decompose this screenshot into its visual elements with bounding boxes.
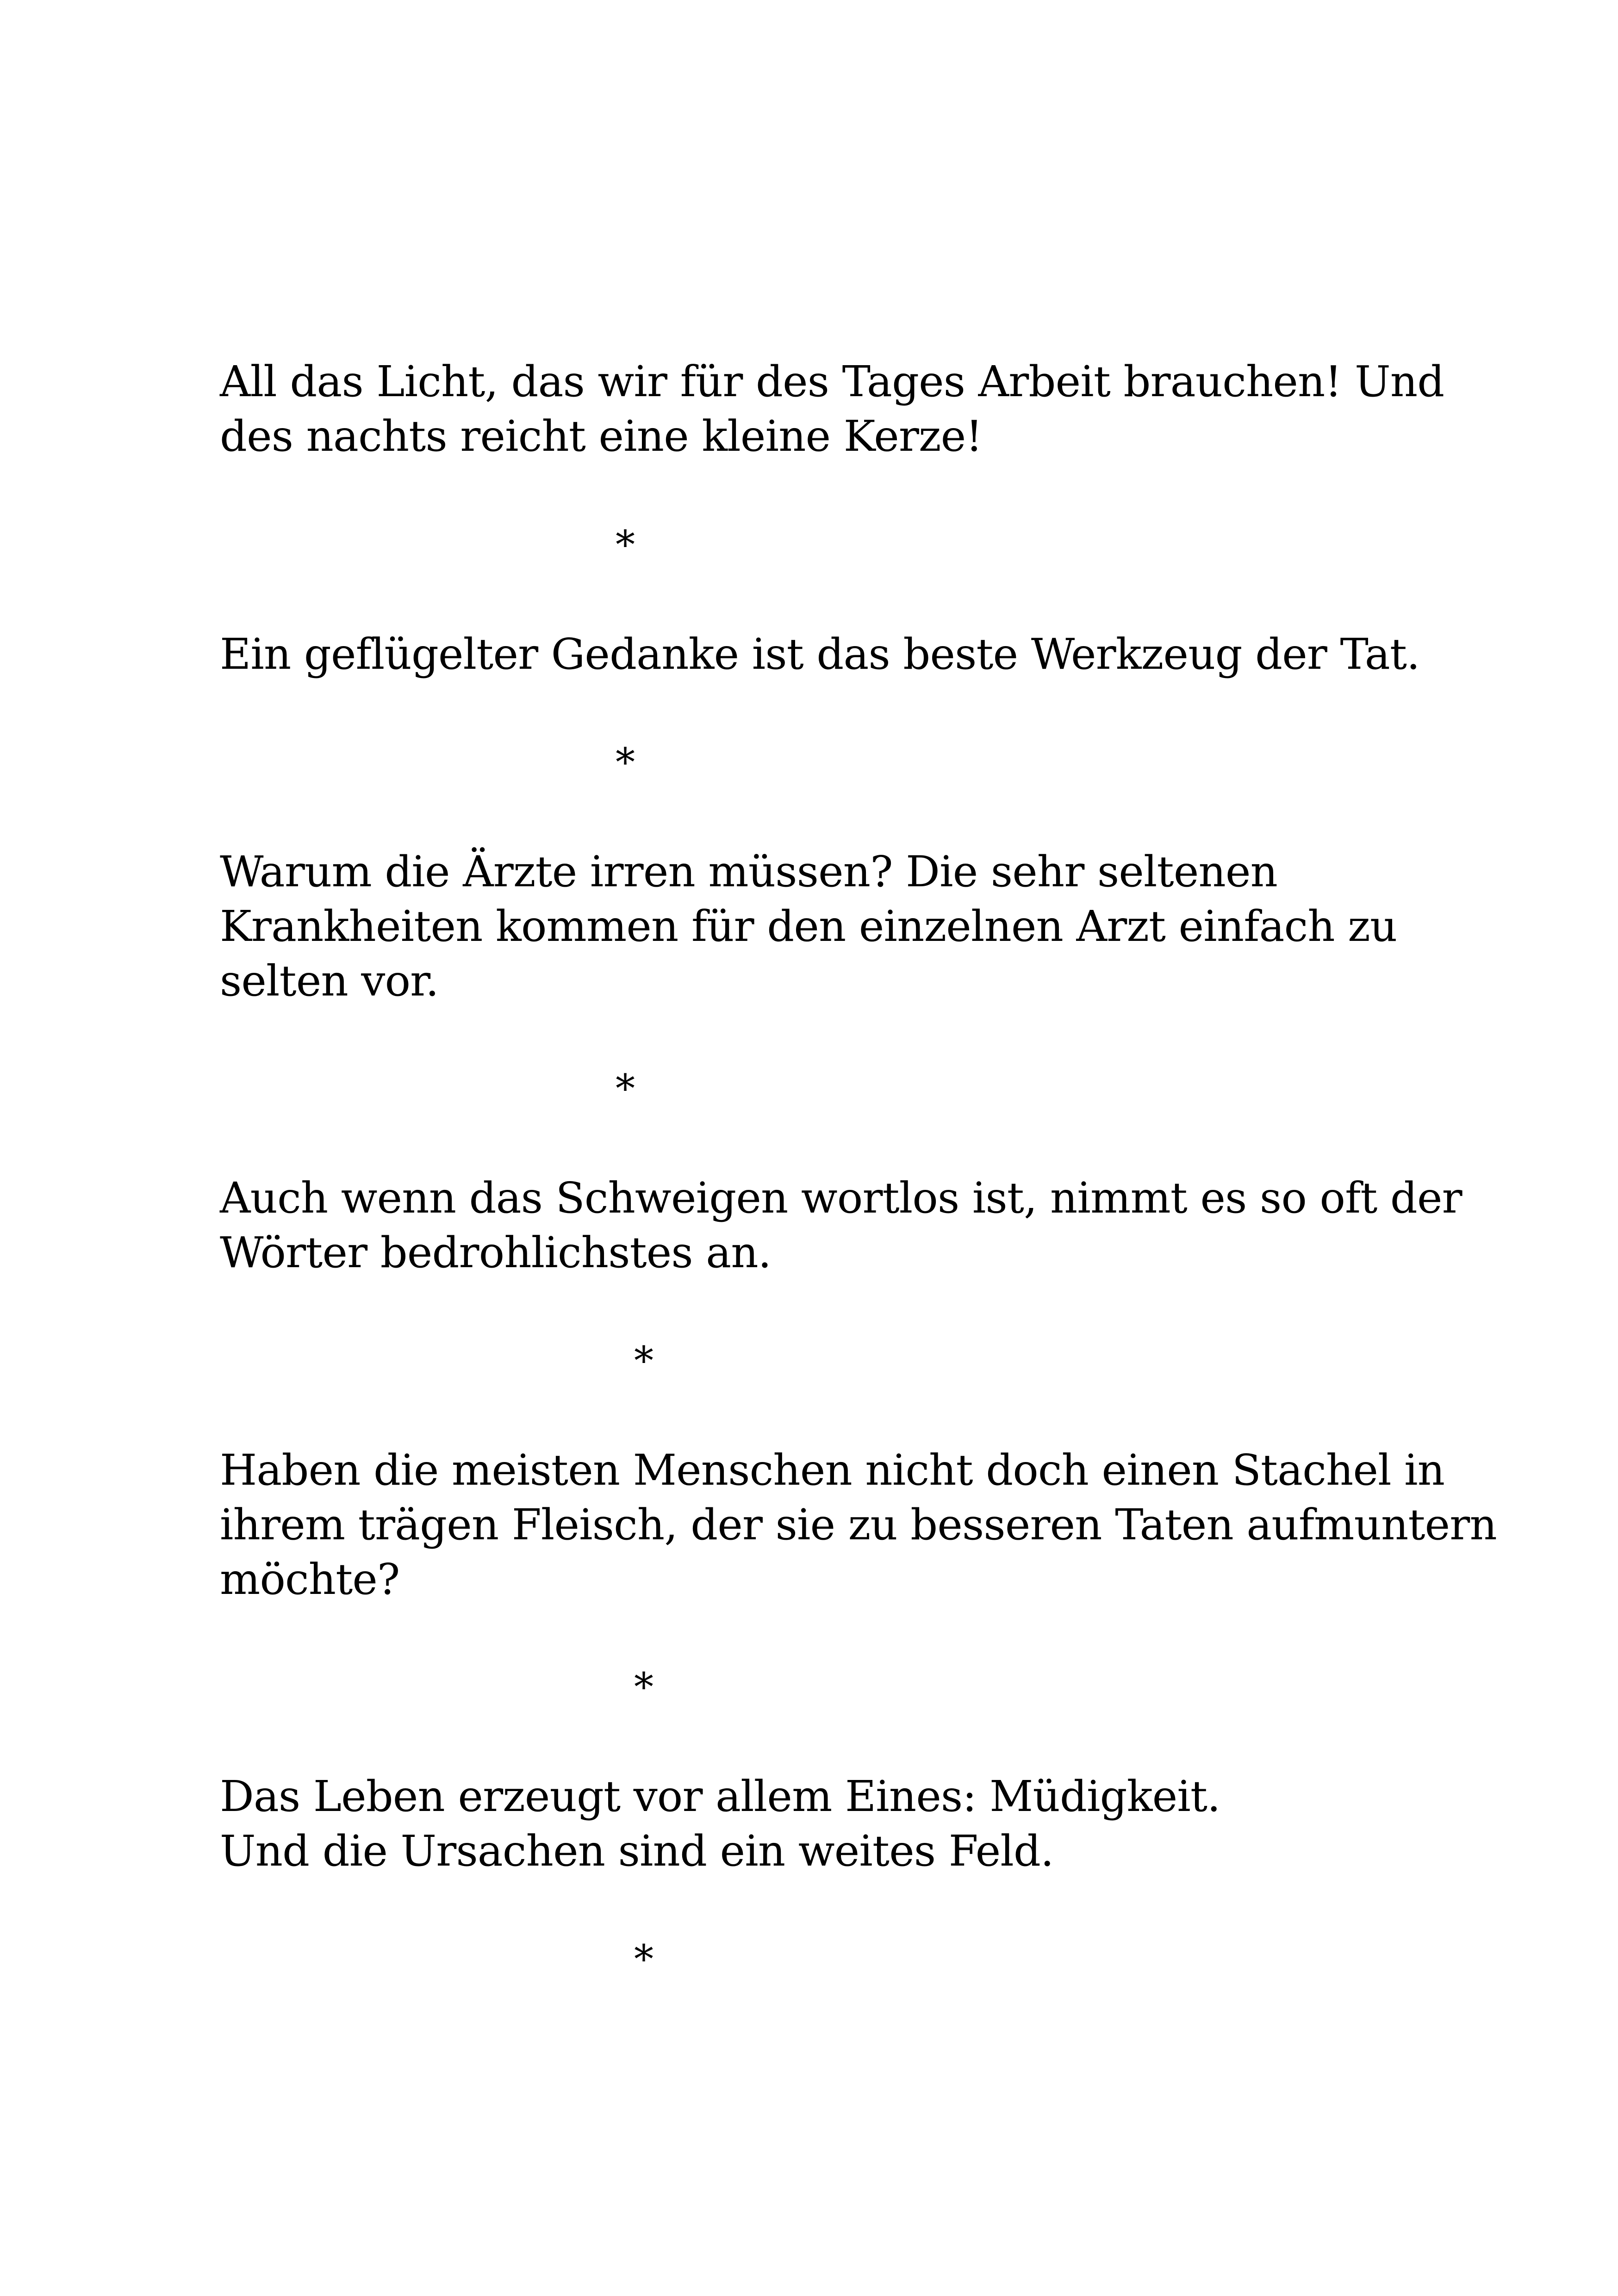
separator-asterisk-1: * [616,522,635,567]
aphorism-4-line-1: Auch wenn das Schweigen wortlos ist, nimmt es so oft der [220,1173,1462,1223]
separator-asterisk-6: * [634,1936,653,1982]
aphorism-1-line-2: des nachts reicht eine kleine Kerze! [220,411,983,461]
aphorism-6-line-1: Das Leben erzeugt vor allem Eines: Müdigkeit. [220,1772,1220,1821]
separator-asterisk-2: * [616,740,635,785]
aphorism-3-line-1: Warum die Ärzte irren müssen? Die sehr seltenen [220,847,1278,896]
aphorism-3-line-2: Krankheiten kommen für den einzelnen Arzt einfach zu [220,902,1397,951]
aphorism-1-line-1: All das Licht, das wir für des Tages Arbeit brauchen! Und [220,357,1444,406]
separator-asterisk-5: * [634,1664,653,1710]
aphorism-4-line-2: Wörter bedrohlichstes an. [220,1228,772,1277]
aphorism-3-line-3: selten vor. [220,956,439,1006]
aphorism-5-line-2: ihrem trägen Fleisch, der sie zu besseren Taten aufmuntern [220,1500,1497,1549]
aphorism-5-line-1: Haben die meisten Menschen nicht doch einen Stachel in [220,1445,1445,1495]
separator-asterisk-3: * [616,1066,635,1111]
aphorism-5-line-3: möchte? [220,1555,400,1604]
separator-asterisk-4: * [634,1338,653,1383]
aphorism-2-line-1: Ein geflügelter Gedanke ist das beste Werkzeug der Tat. [220,629,1420,679]
aphorism-6-line-2: Und die Ursachen sind ein weites Feld. [220,1826,1054,1876]
